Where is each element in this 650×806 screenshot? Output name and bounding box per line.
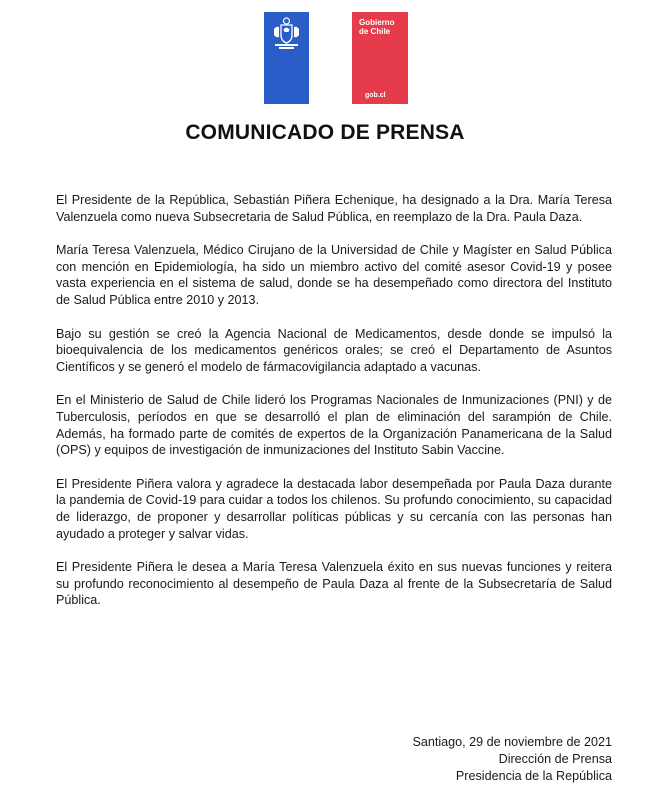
paragraph-5: El Presidente Piñera valora y agradece la destacada labor desempeñada por Paula Daza durante la pandemia de Covid-19 para cuidar a todos los chilenos. Su profundo conocimiento, su capacidad de liderazgo, de proponer y desarrollar políticas públicas y su cercanía con las personas han ayudado a proteger y salvar vidas.: [56, 476, 612, 541]
signature-block: [412, 734, 612, 785]
paragraph-6: El Presidente Piñera le desea a María Teresa Valenzuela éxito en sus nuevas funciones y reitera su profundo reconocimiento al desempeño de Paula Daza al frente de la Subsecretaría de Salud Pública.: [56, 560, 612, 608]
paragraph-2: María Teresa Valenzuela, Médico Cirujano de la Universidad de Chile y Magíster en Salud Pública con mención en Epidemiología, ha sido un miembro activo del comité asesor Covid-19 y posee vasta experiencia en el sistema de salud, donde se ha desempeñado como directora del Instituto de Salud Pública entre 2010 y 2013.: [56, 243, 612, 307]
page-title: COMUNICADO DE PRENSA: [185, 121, 465, 144]
gobierno-logo-text: Gobierno de Chile: [359, 18, 395, 36]
place-date: Santiago, 29 de noviembre de 2021: [412, 735, 612, 749]
signature-department: Dirección de Prensa: [498, 752, 612, 766]
paragraph-4: En el Ministerio de Salud de Chile lideró los Programas Nacionales de Inmunizaciones (PNI) y de Tuberculosis, períodos en que se desarrolló el plan de eliminación del sarampión de Chile. Además, ha formado parte de comités de expertos de la Organización Panamericana de la Salud (OPS) y equipos de investigación de inmunizaciones del Instituto Sabin Vaccine.: [56, 393, 612, 458]
signature-organization: Presidencia de la República: [455, 769, 612, 783]
coat-of-arms-icon: [271, 17, 302, 51]
gobierno-de-chile-logo: [352, 12, 408, 104]
chile-coat-of-arms-logo: [264, 12, 309, 104]
header-logos: [264, 12, 408, 104]
gobierno-logo-url: gob.cl: [365, 92, 386, 99]
paragraph-3: Bajo su gestión se creó la Agencia Nacional de Medicamentos, desde donde se impulsó la bioequivalencia de los medicamentos genéricos orales; se creó el Departamento de Asuntos Científicos y se generó el modelo de fármacovigilancia adaptado a vacunas.: [56, 326, 612, 374]
paragraph-1: El Presidente de la República, Sebastián Piñera Echenique, ha designado a la Dra. María Teresa Valenzuela como nueva Subsecretaria de Salud Pública, en reemplazo de la Dra. Paula Daza.: [56, 193, 612, 224]
press-release-body: [56, 192, 612, 626]
